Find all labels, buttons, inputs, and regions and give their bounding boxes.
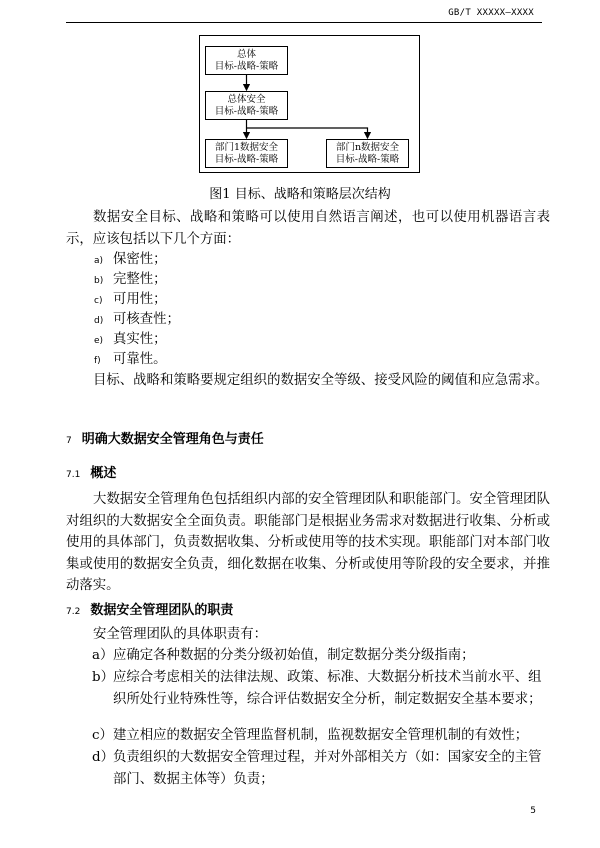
node-overall-subtitle: 目标-战略-策略 [214, 61, 279, 72]
aspect-item [94, 250, 167, 271]
aspect-marker: b) [94, 276, 104, 286]
section-7-number: 7 [66, 436, 72, 446]
node-dept-n-title: 部门n数据安全 [335, 142, 400, 153]
duty-marker: a） [92, 648, 114, 663]
aspect-item [94, 330, 167, 351]
aspect-marker: a) [94, 256, 104, 266]
page-number: 5 [530, 806, 536, 816]
section-7-2-intro: 安全管理团队的具体职责有： [93, 627, 268, 642]
node-dept-1-subtitle: 目标-战略-策略 [214, 154, 279, 165]
section-7-1-heading [66, 462, 116, 481]
aspect-item [94, 270, 167, 291]
duty-text: 建立相应的数据安全管理监督机制，监视数据安全管理机制的有效性； [113, 728, 529, 743]
node-dept-1-title: 部门1数据安全 [214, 142, 279, 153]
section-7-2-heading [66, 599, 233, 618]
node-overall-security-subtitle: 目标-战略-策略 [214, 106, 279, 117]
aspect-marker: c) [94, 296, 103, 306]
section-7-1-title: 概述 [90, 466, 117, 481]
aspect-marker: d) [94, 316, 104, 326]
header-rule [66, 22, 542, 23]
aspect-text: 真实性； [113, 332, 167, 347]
aspect-text: 完整性； [113, 272, 167, 287]
section-7-1-number: 7.1 [66, 470, 81, 480]
node-dept-n-subtitle: 目标-战略-策略 [335, 154, 400, 165]
aspect-text: 保密性； [113, 252, 167, 267]
section-7-1-paragraph: 大数据安全管理角色包括组织内部的安全管理团队和职能部门。安全管理团队对组织的大数据安全全面负责。职能部门是根据业务需求对数据进行收集、分析或使用的具体部门，负责数据收集、分析或使用等的技术实现。职能部门对本部门收集或使用的数据安全负责，细化数据在收集、分析或使用等阶段的安全要求，并推动落实。 [66, 492, 550, 593]
section-7-title: 明确大数据安全管理角色与责任 [81, 432, 264, 447]
node-overall [205, 46, 288, 75]
node-overall-title: 总体 [236, 49, 256, 60]
duty-text: 应确定各种数据的分类分级初始值，制定数据分类分级指南； [113, 648, 475, 663]
node-dept-1 [205, 139, 288, 168]
figure-caption: 图1 目标、战略和策略层次结构 [209, 187, 391, 202]
duty-text: 负责组织的大数据安全管理过程，并对外部相关方（如：国家安全的主管部门、数据主体等）负责； [113, 750, 542, 787]
duty-marker: d） [92, 750, 114, 765]
node-dept-n [326, 139, 409, 168]
aspect-text: 可用性； [113, 292, 167, 307]
duty-text: 应综合考虑相关的法律法规、政策、标准、大数据分析技术当前水平、组织所处行业特殊性等，综合评估数据安全分析，制定数据安全基本要求； [113, 670, 542, 707]
duty-item [92, 667, 550, 711]
section-7-heading [66, 428, 264, 447]
section-7-2-title: 数据安全管理团队的职责 [90, 603, 234, 618]
threshold-paragraph: 目标、战略和策略要规定组织的数据安全等级、接受风险的阈值和应急需求。 [93, 373, 549, 388]
standard-number: GB/T XXXXX—XXXX [448, 8, 534, 18]
node-overall-security [205, 91, 288, 120]
duty-marker: b） [92, 670, 114, 685]
aspect-text: 可靠性。 [113, 352, 167, 367]
intro-paragraph: 数据安全目标、战略和策略可以使用自然语言阐述，也可以使用机器语言表示，应该包括以下几个方面： [66, 210, 550, 247]
aspect-text: 可核查性； [113, 312, 180, 327]
aspect-marker: e) [94, 336, 104, 346]
duty-item [92, 645, 550, 667]
duty-item [92, 747, 550, 791]
node-overall-security-title: 总体安全 [227, 94, 266, 105]
aspect-item [94, 310, 180, 331]
aspect-item [94, 350, 167, 371]
aspect-item [94, 290, 167, 311]
section-7-2-number: 7.2 [66, 607, 81, 617]
duty-item [92, 725, 550, 747]
duty-marker: c） [92, 728, 113, 743]
aspect-marker: f) [94, 356, 101, 366]
